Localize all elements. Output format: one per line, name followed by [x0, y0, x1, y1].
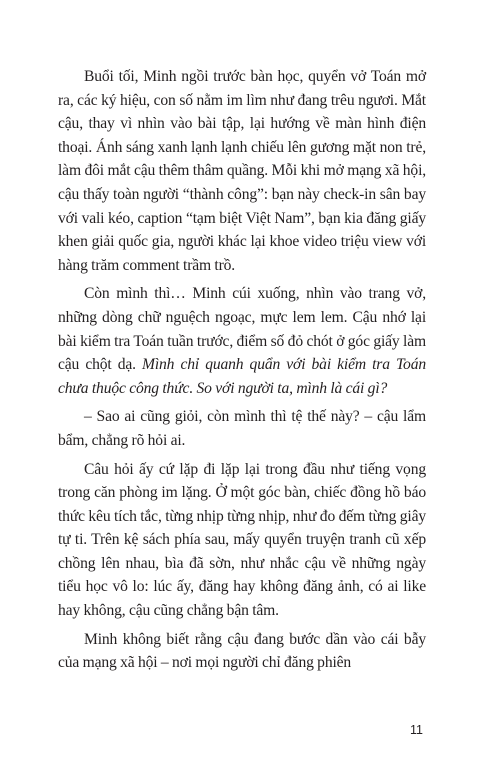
body-text — [58, 65, 426, 675]
paragraph-5 — [58, 628, 426, 675]
paragraph-3-text: – Sao ai cũng giỏi, còn mình thì tệ thế này? – cậu lẩm bẩm, chẳng rõ hỏi ai. — [58, 408, 426, 449]
paragraph-3-dialogue — [58, 405, 426, 452]
paragraph-2-text: Còn mình thì… Minh cúi xuống, nhìn vào trang vở, những dòng chữ nguệch ngoạc, mực lem lem. Cậu nhớ lại bài kiểm tra Toán tuần trước, điểm số đỏ chót ở góc giấy làm cậu chột dạ. — [58, 285, 426, 374]
paragraph-2 — [58, 282, 426, 400]
paragraph-1 — [58, 65, 426, 277]
paragraph-2-italic-thought: Mình chỉ quanh quẩn với bài kiểm tra Toán chưa thuộc công thức. So với người ta, mình là cái gì? — [58, 356, 427, 397]
paragraph-1-text: Buổi tối, Minh ngồi trước bàn học, quyển vở Toán mở ra, các ký hiệu, con số nằm im lìm như đang trêu ngươi. Mắt cậu, thay vì nhìn vào bài tập, lại hướng về màn hình điện thoại. Ánh sáng xanh lạnh lạnh chiếu lên gương mặt non trẻ, làm đôi mắt cậu thêm thâm quầng. Mỗi khi mở mạng xã hội, cậu thấy toàn người “thành công”: bạn này check-in sân bay với vali kéo, caption “tạm biệt Việt Nam”, bạn kia đăng giấy khen giải quốc gia, người khác lại khoe video triệu view với hàng trăm comment trầm trồ. — [58, 68, 426, 274]
paragraph-4 — [58, 458, 426, 623]
paragraph-4-text: Câu hỏi ấy cứ lặp đi lặp lại trong đầu như tiếng vọng trong căn phòng im lặng. Ở một góc bàn, chiếc đồng hồ báo thức kêu tích tắc, từng nhịp từng nhịp, như đo đếm từng giây tự ti. Trên kệ sách phía sau, mấy quyển truyện tranh cũ xếp chồng lên nhau, bìa đã sờn, như nhắc cậu về những ngày tiểu học vô lo: lúc ấy, đăng hay không đăng ảnh, có ai like hay không, cậu cũng chẳng bận tâm. — [58, 460, 426, 620]
page-number: 11 — [410, 723, 423, 737]
paragraph-5-text: Minh không biết rằng cậu đang bước dần vào cái bẫy của mạng xã hội – nơi mọi người chỉ đăng phiên — [58, 630, 426, 672]
